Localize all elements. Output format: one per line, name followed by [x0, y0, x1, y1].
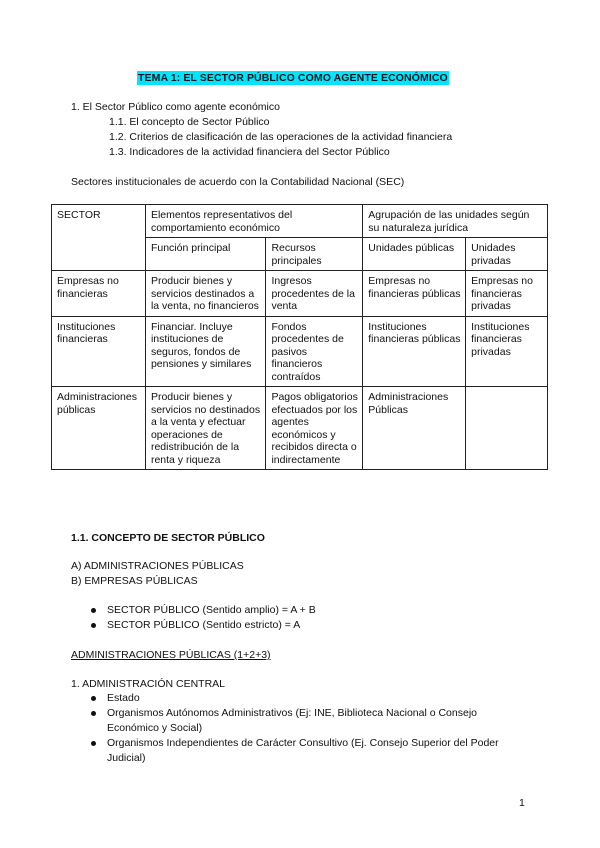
item-a: A) ADMINISTRACIONES PÚBLICAS	[71, 560, 244, 572]
bullet-icon	[91, 696, 96, 701]
table-row	[52, 271, 548, 317]
cell-sector: Instituciones financieras	[52, 316, 146, 387]
bullet-text: SECTOR PÚBLICO (Sentido amplio) = A + B	[107, 604, 316, 616]
outline-sub-3: 1.3. Indicadores de la actividad financiera del Sector Público	[109, 146, 390, 158]
bullet-item	[107, 618, 300, 632]
header-grouping: Agrupación de las unidades según su naturaleza jurídica	[363, 205, 548, 238]
table-caption: Sectores institucionales de acuerdo con la Contabilidad Nacional (SEC)	[71, 176, 405, 188]
cell-function: Producir bienes y servicios destinados a la venta, no financieros	[145, 271, 266, 317]
cell-private-units: Empresas no financieras privadas	[466, 271, 548, 317]
bullet-icon	[91, 623, 96, 628]
outline-main: 1. El Sector Público como agente económico	[71, 101, 280, 113]
sectors-table	[51, 204, 548, 470]
item-b: B) EMPRESAS PÚBLICAS	[71, 575, 198, 587]
cell-public-units: Empresas no financieras públicas	[363, 271, 466, 317]
bullet-text: Estado	[107, 692, 140, 704]
cell-resources: Pagos obligatorios efectuados por los agentes económicos y recibidos directa o indirectamente	[266, 387, 363, 470]
subheader-resources: Recursos principales	[266, 238, 363, 271]
cell-private-units: Instituciones financieras privadas	[466, 316, 548, 387]
bullet-continuation: Económico y Social)	[107, 722, 203, 734]
subheader-public-units: Unidades públicas	[363, 238, 466, 271]
header-sector: SECTOR	[52, 205, 146, 271]
cell-private-units	[466, 387, 548, 470]
cell-sector: Administraciones públicas	[52, 387, 146, 470]
section-heading: 1.1. CONCEPTO DE SECTOR PÚBLICO	[71, 532, 265, 544]
table-row	[52, 316, 548, 387]
outline-sub-1: 1.1. El concepto de Sector Público	[109, 116, 270, 128]
subheader-function: Función principal	[145, 238, 266, 271]
bullet-item	[107, 706, 477, 720]
header-elements: Elementos representativos del comportamiento económico	[145, 205, 362, 238]
table-header-row	[52, 205, 548, 238]
subheading-admin: ADMINISTRACIONES PÚBLICAS (1+2+3)	[71, 649, 271, 661]
bullet-item	[107, 603, 316, 617]
subheader-private-units: Unidades privadas	[466, 238, 548, 271]
bullet-item	[107, 736, 499, 750]
cell-function: Producir bienes y servicios no destinados a la venta y efectuar operaciones de redistribución de la renta y riqueza	[145, 387, 266, 470]
cell-public-units: Instituciones financieras públicas	[363, 316, 466, 387]
table-row	[52, 387, 548, 470]
outline-sub-2: 1.2. Criterios de clasificación de las operaciones de la actividad financiera	[109, 131, 453, 143]
bullet-icon	[91, 741, 96, 746]
bullet-item	[107, 691, 140, 705]
central-admin-label: 1. ADMINISTRACIÓN CENTRAL	[71, 678, 226, 690]
page-number: 1	[519, 797, 525, 809]
cell-function: Financiar. Incluye instituciones de seguros, fondos de pensiones y similares	[145, 316, 266, 387]
cell-resources: Fondos procedentes de pasivos financieros contraídos	[266, 316, 363, 387]
page-title: TEMA 1: EL SECTOR PÚBLICO COMO AGENTE ECONÓMICO	[138, 72, 448, 84]
bullet-text: SECTOR PÚBLICO (Sentido estricto) = A	[107, 619, 301, 631]
cell-public-units: Administraciones Públicas	[363, 387, 466, 470]
bullet-continuation: Judicial)	[107, 752, 146, 764]
bullet-icon	[91, 608, 96, 613]
cell-resources: Ingresos procedentes de la venta	[266, 271, 363, 317]
cell-sector: Empresas no financieras	[52, 271, 146, 317]
bullet-text: Organismos Independientes de Carácter Consultivo (Ej. Consejo Superior del Poder	[107, 737, 499, 749]
bullet-text: Organismos Autónomos Administrativos (Ej: INE, Biblioteca Nacional o Consejo	[107, 707, 478, 719]
bullet-icon	[91, 711, 96, 716]
